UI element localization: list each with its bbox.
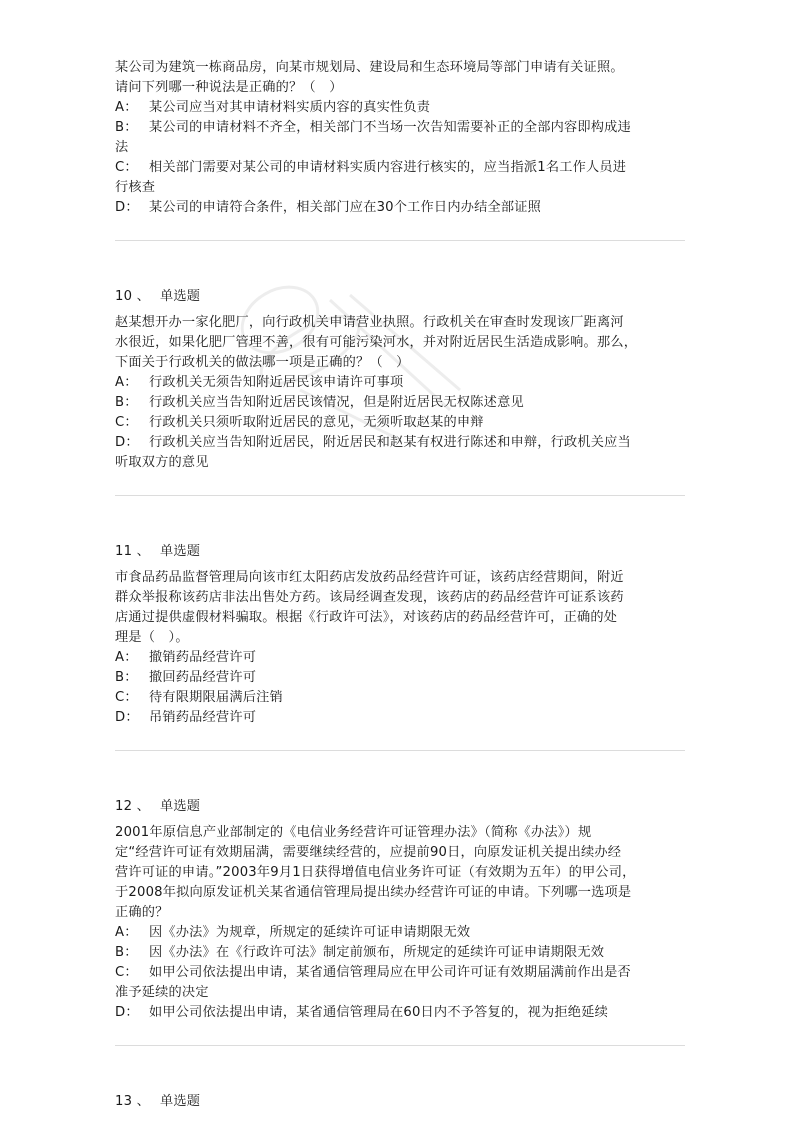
option-text: 某公司应当对其申请材料实质内容的真实性负责 — [149, 100, 431, 115]
stem-line: 理是（ ）。 — [115, 630, 189, 645]
question-type: 单选题 — [159, 289, 201, 304]
stem-line: 下面关于行政机关的做法哪一项是正确的？（ ） — [115, 355, 410, 370]
question-header — [115, 797, 690, 817]
option-text-cont: 听取双方的意见 — [115, 455, 209, 470]
stem-line: 店通过提供虚假材料骗取。根据《行政许可法》，对该药店的药品经营许可，正确的处 — [115, 610, 618, 625]
option-text-cont: 行核查 — [115, 180, 156, 195]
option-a — [115, 373, 690, 393]
stem-line: 2001年原信息产业部制定的《电信业务经营许可证管理办法》（简称《办法》）规 — [115, 825, 592, 840]
stem-line: 正确的？ — [115, 905, 169, 920]
question-header — [115, 542, 690, 562]
option-text-cont: 准予延续的决定 — [115, 985, 209, 1000]
question-number: 10 、 — [115, 289, 150, 304]
option-text: 撤回药品经营许可 — [149, 670, 257, 685]
option-letter: D： — [115, 710, 139, 725]
option-a — [115, 923, 690, 943]
stem-line: 某公司为建筑一栋商品房，向某市规划局、建设局和生态环境局等部门申请有关证照。 — [115, 60, 624, 75]
option-b — [115, 393, 690, 413]
option-a — [115, 648, 690, 668]
question-number: 11 、 — [115, 544, 150, 559]
stem-line: 请问下列哪一种说法是正确的？（ ） — [115, 80, 343, 95]
stem-line: 水很近，如果化肥厂管理不善，很有可能污染河水，并对附近居民生活造成影响。那么， — [115, 335, 638, 350]
question-stem — [115, 568, 690, 648]
option-letter: C： — [115, 965, 138, 980]
question-header — [115, 1092, 690, 1112]
option-c — [115, 963, 690, 1003]
option-letter: C： — [115, 415, 138, 430]
option-text: 吊销药品经营许可 — [149, 710, 257, 725]
option-text: 某公司的申请符合条件，相关部门应在30个工作日内办结全部证照 — [149, 200, 542, 215]
question-header — [115, 287, 690, 307]
option-b — [115, 118, 690, 158]
option-text: 相关部门需要对某公司的申请材料实质内容进行核实的，应当指派1名工作人员进 — [149, 160, 627, 175]
option-d — [115, 433, 690, 473]
option-text: 待有限期限届满后注销 — [149, 690, 283, 705]
option-b — [115, 943, 690, 963]
option-d — [115, 198, 690, 218]
option-d — [115, 708, 690, 728]
option-c — [115, 158, 690, 198]
option-letter: B： — [115, 395, 138, 410]
option-c — [115, 688, 690, 708]
option-text: 因《办法》为规章，所规定的延续许可证申请期限无效 — [149, 925, 471, 940]
question-type: 单选题 — [159, 1094, 201, 1109]
question-11 — [115, 542, 690, 728]
option-text: 如甲公司依法提出申请，某省通信管理局应在甲公司许可证有效期届满前作出是否 — [149, 965, 631, 980]
option-text: 行政机关应当告知附近居民，附近居民和赵某有权进行陈述和申辩，行政机关应当 — [149, 435, 631, 450]
option-letter: A： — [115, 375, 138, 390]
stem-line: 营许可证的申请。”2003年9月1日获得增值电信业务许可证（有效期为五年）的甲公司， — [115, 865, 636, 880]
option-text: 如甲公司依法提出申请，某省通信管理局在60日内不予答复的，视为拒绝延续 — [149, 1005, 608, 1020]
question-stem — [115, 58, 690, 98]
divider — [115, 1045, 685, 1046]
stem-line: 群众举报称该药店非法出售处方药。该局经调查发现，该药店的药品经营许可证系该药 — [115, 590, 624, 605]
question-stem — [115, 313, 690, 373]
divider — [115, 495, 685, 496]
option-text: 某公司的申请材料不齐全，相关部门不当场一次告知需要补正的全部内容即构成违 — [149, 120, 631, 135]
divider — [115, 750, 685, 751]
option-letter: A： — [115, 100, 138, 115]
option-letter: C： — [115, 690, 138, 705]
question-10 — [115, 287, 690, 473]
question-type: 单选题 — [159, 799, 201, 814]
document-page — [115, 58, 690, 1118]
question-stem — [115, 823, 690, 923]
stem-line: 市食品药品监督管理局向该市红太阳药店发放药品经营许可证，该药店经营期间，附近 — [115, 570, 624, 585]
option-letter: B： — [115, 670, 138, 685]
question-number: 12 、 — [115, 799, 150, 814]
question-12 — [115, 797, 690, 1023]
question-13 — [115, 1092, 690, 1112]
option-letter: D： — [115, 1005, 139, 1020]
option-a — [115, 98, 690, 118]
question-type: 单选题 — [159, 544, 201, 559]
option-c — [115, 413, 690, 433]
option-b — [115, 668, 690, 688]
option-letter: C： — [115, 160, 138, 175]
option-letter: B： — [115, 945, 138, 960]
option-letter: B： — [115, 120, 138, 135]
option-text: 因《办法》在《行政许可法》制定前颁布，所规定的延续许可证申请期限无效 — [149, 945, 605, 960]
option-letter: D： — [115, 435, 139, 450]
option-text: 行政机关只须听取附近居民的意见，无须听取赵某的申辩 — [149, 415, 484, 430]
option-letter: A： — [115, 925, 138, 940]
question-number: 13 、 — [115, 1094, 150, 1109]
option-text: 撤销药品经营许可 — [149, 650, 257, 665]
option-letter: A： — [115, 650, 138, 665]
stem-line: 于2008年拟向原发证机关某省通信管理局提出续办经营许可证的申请。下列哪一选项是 — [115, 885, 632, 900]
divider — [115, 240, 685, 241]
option-text: 行政机关无须告知附近居民该申请许可事项 — [149, 375, 404, 390]
question-9 — [115, 58, 690, 218]
option-text: 行政机关应当告知附近居民该情况，但是附近居民无权陈述意见 — [149, 395, 524, 410]
option-text-cont: 法 — [115, 140, 129, 155]
stem-line: 定“经营许可证有效期届满，需要继续经营的，应提前90日，向原发证机关提出续办经 — [115, 845, 622, 860]
option-d — [115, 1003, 690, 1023]
option-letter: D： — [115, 200, 139, 215]
stem-line: 赵某想开办一家化肥厂，向行政机关申请营业执照。行政机关在审查时发现该厂距离河 — [115, 315, 624, 330]
